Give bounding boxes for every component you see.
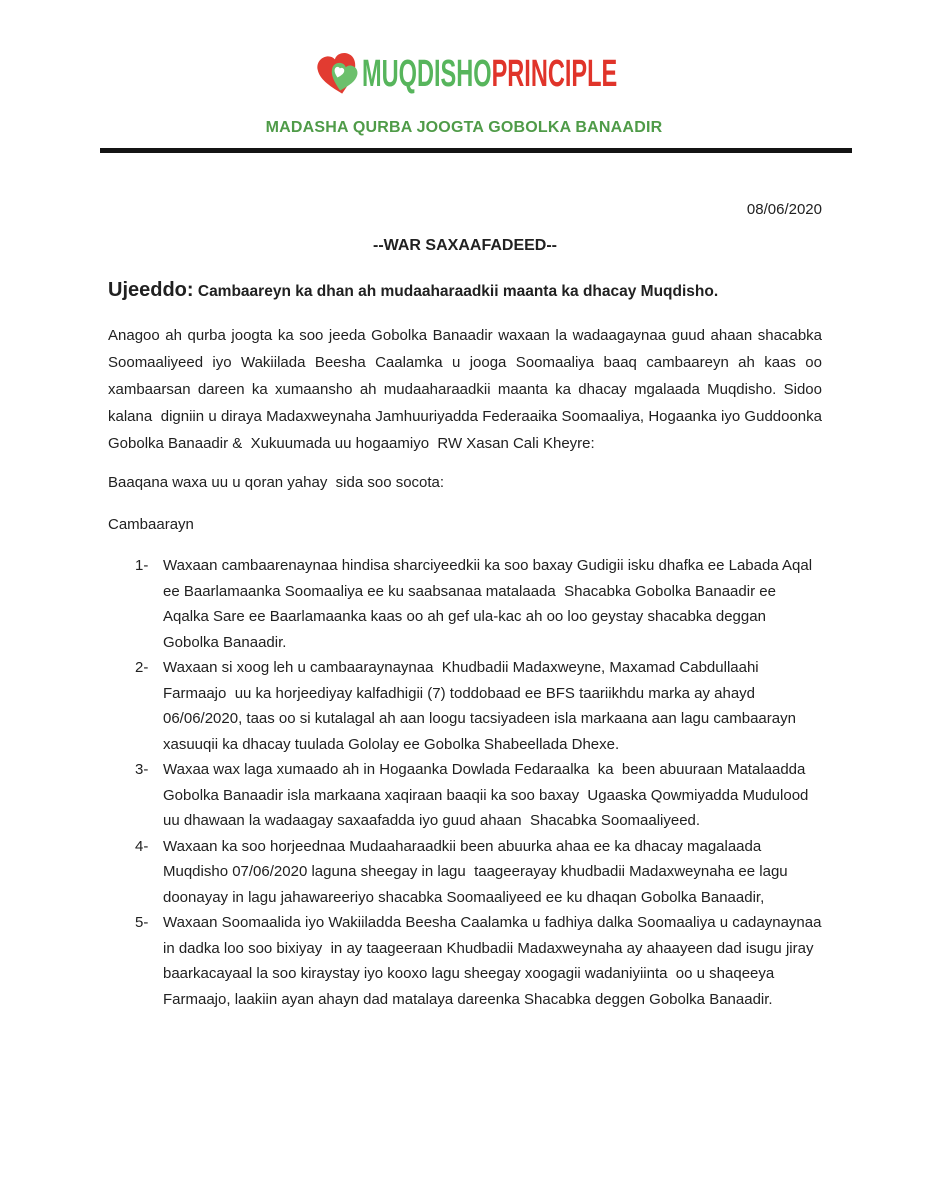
list-item xyxy=(135,757,822,834)
logo-text-muqdisho: MUQDISHO xyxy=(362,53,492,95)
list-item-number: 3- xyxy=(135,761,149,778)
list-item-number: 5- xyxy=(135,914,149,931)
header-divider xyxy=(100,148,852,153)
list-item xyxy=(135,910,826,1012)
list-item xyxy=(135,655,822,757)
document-date: 08/06/2020 xyxy=(746,201,822,218)
subject-label: Ujeeddo: xyxy=(108,279,194,301)
list-item-text: Waxaan cambaarenaynaa hindisa sharciyeedkii ka soo baxay Gudigii isku dhafka ee Labada Aqal ee Baarlamaanka Soomaaliya ee ku saabsanaa matalaada Shacabka Gobolka Banaadir ee Aqalka Sare ee Baarlamaanka kaas oo ah gef ula-kac ah oo loo geystay shacabka deggan Gobolka Banaadir. xyxy=(163,557,817,651)
document-header xyxy=(0,0,928,154)
subject-line xyxy=(108,279,822,302)
subject-text: Cambaareyn ka dhan ah mudaaharaadkii maanta ka dhacay Muqdisho. xyxy=(193,283,719,300)
logo-wordmark xyxy=(362,53,617,96)
baaq-intro-line: Baaqana waxa uu u qoran yahay sida soo socota: xyxy=(108,474,445,491)
list-item xyxy=(135,553,822,655)
press-release-title: --WAR SAXAAFADEED-- xyxy=(373,237,557,254)
numbered-list xyxy=(108,553,826,1012)
list-item-number: 1- xyxy=(135,557,149,574)
org-subtitle: MADASHA QURBA JOOGTA GOBOLKA BANAADIR xyxy=(265,119,663,136)
logo-text-principle: PRINCIPLE xyxy=(491,53,618,95)
document-body xyxy=(0,154,928,1012)
list-item-text: Waxaan Soomaalida iyo Wakiiladda Beesha Caalamka u fadhiya dalka Soomaaliya u cadaynaynaa in dadka loo soo bixiyay in ay taageeraan Khudbadii Madaxweynaha ay ahaayeen dad isugu jiray baarkacayaal la soo kiraystay iyo kooxo lagu sheegay xoogagii wadaniyiinta oo u shaqeeya Farmaajo, laakiin ayan ahayn dad matalaya dareenka Shacabka deggen Gobolka Banaadir. xyxy=(163,914,826,1008)
section-heading: Cambaarayn xyxy=(108,516,194,533)
list-item-number: 4- xyxy=(135,837,149,855)
list-item-text: Waxaan ka soo horjeednaa Mudaaharaadkii been abuurka ahaa ee ka dhacay magalaada Muqdisho 07/06/2020 laguna sheegay in lagu taageerayay khudbadii Madaxweynaha ee lagu doonayay in lagu jahawareeriyo shacabka Soomaaliyeed ee ku dhaqan Gobolka Banaadir, xyxy=(163,837,792,906)
intro-paragraph: Anagoo ah qurba joogta ka soo jeeda Gobolka Banaadir waxaan la wadaagaynaa guud ahaan shacabka Soomaaliyeed iyo Wakiilada Beesha Caalamka u jooga Soomaaliya baaq cambaareyn ah kaas oo xambaarsan dareen ka xumaansho ah mudaaharaadkii maanta ka dhacay mgalaada Muqdisho. Sidoo kalana digniin u diraya Madaxweynaha Jamhuuriyadda Federaaika Soomaaliya, Hogaanka iyo Guddoonka Gobolka Banaadir & Xukuumada uu hogaamiyo RW Xasan Cali Kheyre: xyxy=(108,327,827,452)
list-item-number: 2- xyxy=(135,659,149,676)
heart-logo-icon xyxy=(314,49,362,99)
list-item-text: Waxaa wax laga xumaado ah in Hogaanka Dowlada Fedaraalka ka been abuuraan Matalaadda Gobolka Banaadir isla markaana xaqiraan baaqii ka soo baxay Ugaaska Qowmiyadda Mudulood uu dhawaan la wadaagay saxaafadda iyo guud ahaan Shacabka Soomaaliyeed. xyxy=(163,761,813,829)
list-item-text: Waxaan si xoog leh u cambaaraynaynaa Khudbadii Madaxweyne, Maxamad Cabdullaahi Farmaajo uu ka horjeediyay kalfadhigii (7) toddobaad ee BFS taariikhdu marka ay ahayd 06/06/2020, taas oo si kutalagal ah aan loogu tacsiyadeen isla markaana aan lagu cambaarayn xasuuqii ka dhacay tuulada Gololay ee Gobolka Shabeellada Dhexe. xyxy=(163,659,801,753)
list-item xyxy=(135,834,822,911)
